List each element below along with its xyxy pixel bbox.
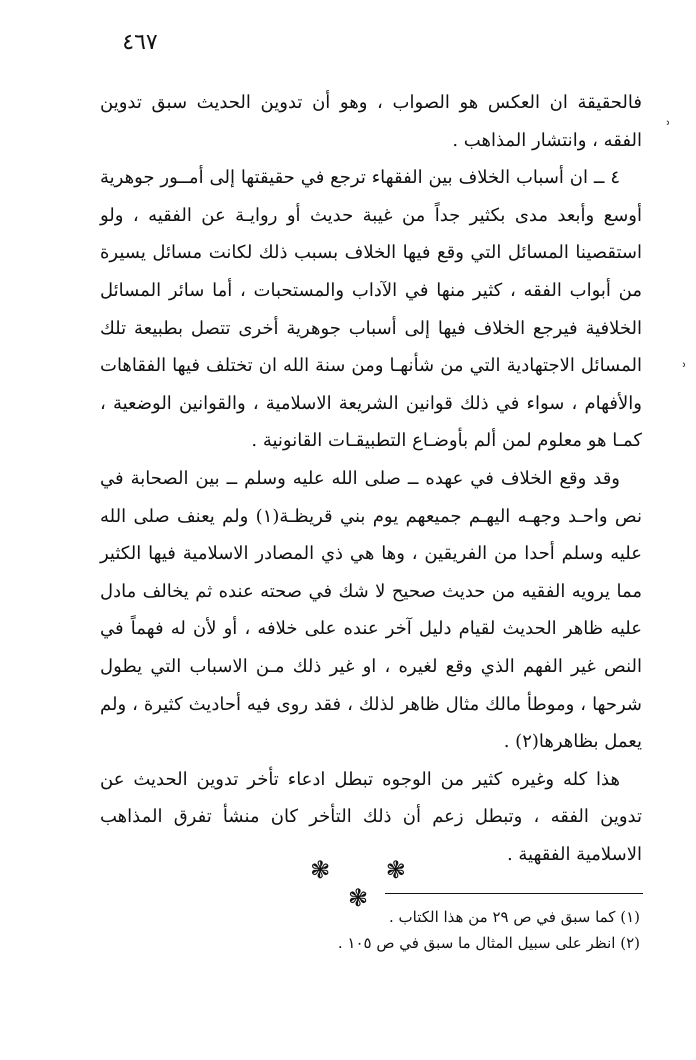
paragraph-companions-dispute: وقد وقع الخلاف في عهده ــ صلى الله عليه وسلم ــ بين الصحابة في نص واحـد وجهـه اليهـم جميعهم يوم بني قريظـة(١) ولم يعنف صلى الله عليه وسلم أحدا من الفريقين ، وها هي ذي المصادر الاسلامية فيها الكثير مما يرويه الفقيه من حديث صحيح لا شك في صحته عنده ثم يخالف مادل عليه ظاهر الحديث لقيام دليل آخر عنده على خلافه ، أو لأن له فهماً في النص غير الفهم الذي وقع لغيره ، او غير ذلك مـن الاسباب التي يطول شرحها ، وموطأ مالك مثال ظاهر لذلك ، فقد روى فيه أحاديث كثيرة ، ولم يعمل بظاهرها(٢) . xyxy=(100,467,642,753)
margin-mark: ʾ xyxy=(666,118,671,137)
main-text xyxy=(100,84,642,873)
section-separator-stars: ❃ ❃ ❃ xyxy=(310,856,430,912)
footnotes xyxy=(230,904,640,956)
paragraph-point-4: ٤ ــ ان أسباب الخلاف بين الفقهاء ترجع في حقيقتها إلى أمــور جوهرية أوسع وأبعد مدى بكثير جداً من غيبة حديث أو روايـة عن الفقيه ، ولو استقصينا المسائل التي وقع فيها الخلاف بسبب ذلك لكانت مسائل يسيرة من أبواب الفقه ، كثير منها في الآداب والمستحبات ، أما سائر المسائل الخلافية فيرجع الخلاف فيها إلى أسباب جوهرية أخرى تتصل بطبيعة تلك المسائل الاجتهادية التي من شأنهـا ومن سنة الله ان تختلف فيها الفقاهات والأفهام ، سواء في ذلك قوانين الشريعة الاسلامية ، والقوانين الوضعية ، كمـا هو معلوم لمن ألم بأوضـاع التطبيقـات القانونية . xyxy=(100,167,642,452)
footnote-rule xyxy=(385,893,643,894)
paragraph-conclusion: فالحقيقة ان العكس هو الصواب ، وهو أن تدوين الحديث سبق تدوين الفقه ، وانتشار المذاهب . xyxy=(100,92,642,151)
margin-mark: ʾ xyxy=(682,360,687,379)
paragraph-summary: هذا كله وغيره كثير من الوجوه تبطل ادعاء تأخر تدوين الحديث عن تدوين الفقه ، وتبطل زعم أن ذلك التأخر كان منشأ تفرق المذاهب الاسلامية الفقهية . xyxy=(100,768,642,865)
page-number: ٤٦٧ xyxy=(122,30,158,55)
footnote-1: (١) كما سبق في ص ٢٩ من هذا الكتاب . xyxy=(388,908,640,926)
footnote-2: (٢) انظر على سبيل المثال ما سبق في ص ١٠٥ . xyxy=(337,934,640,952)
